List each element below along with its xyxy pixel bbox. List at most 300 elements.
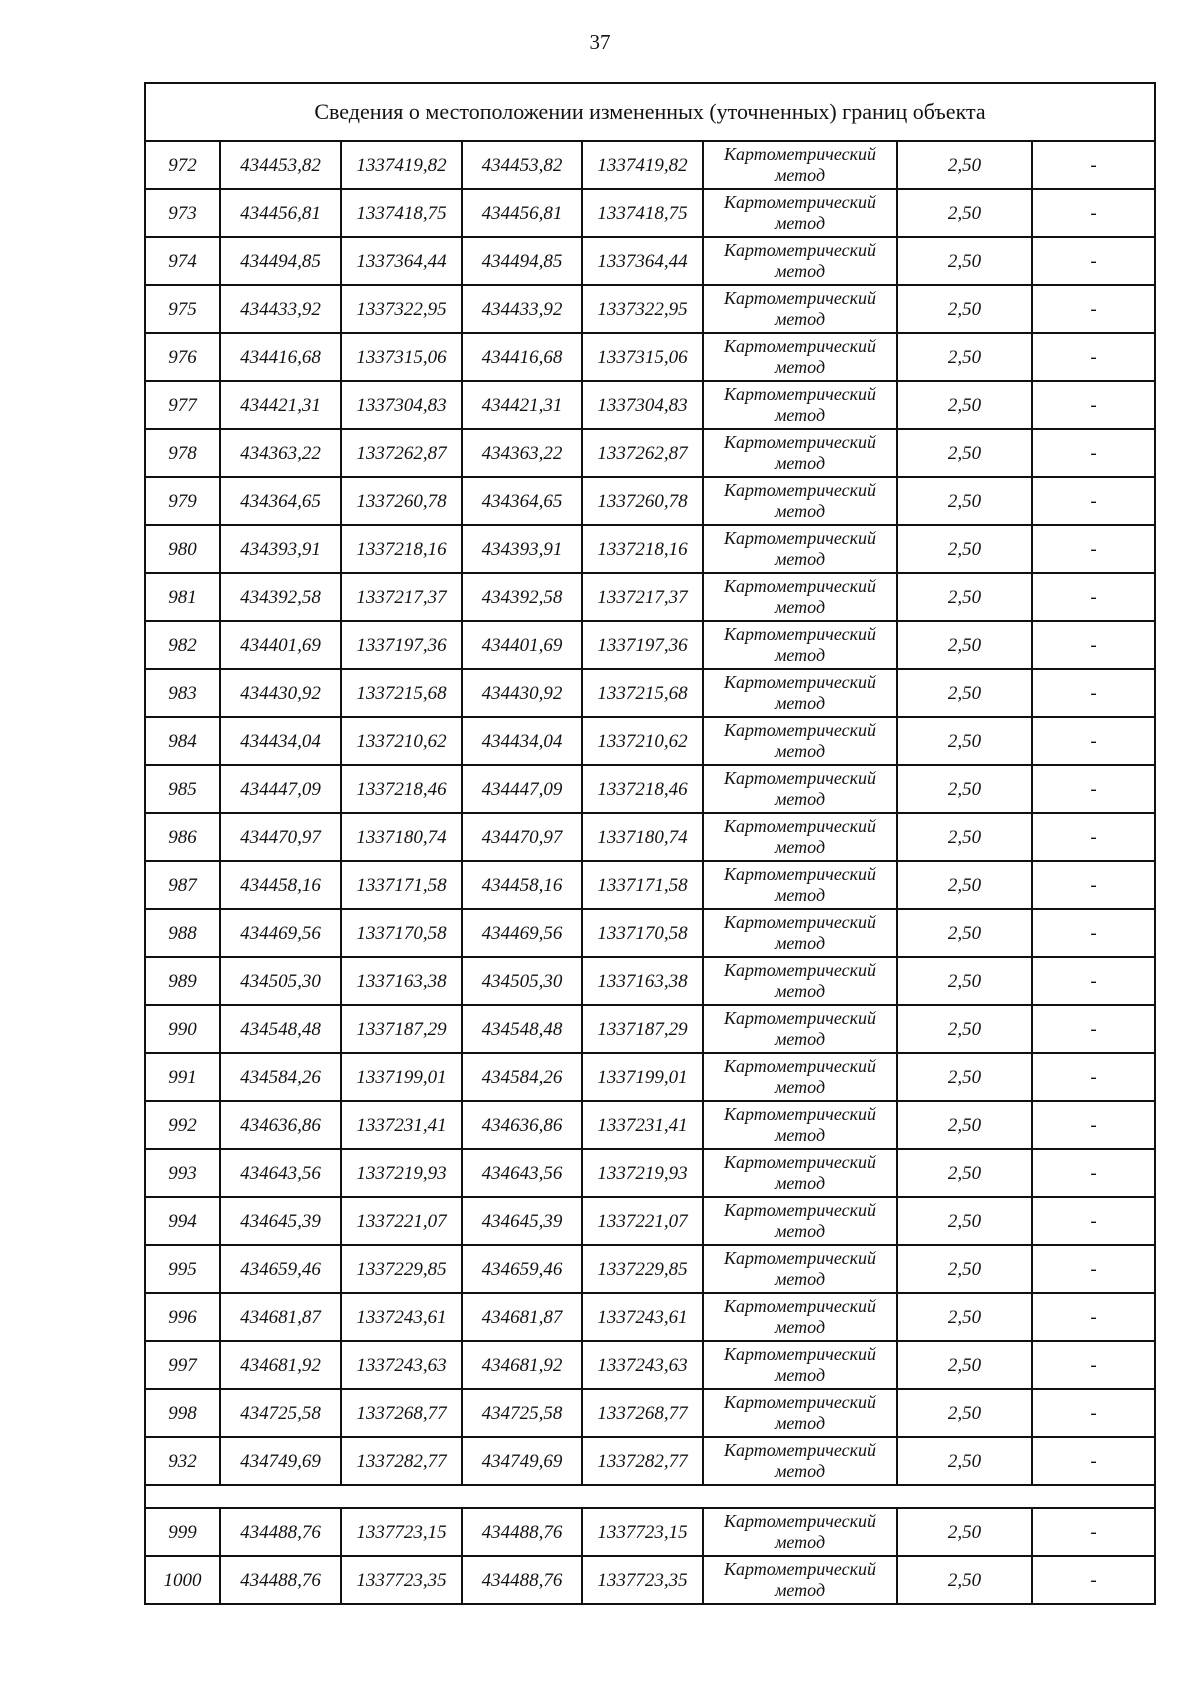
table-row — [145, 1556, 1155, 1604]
y-new-cell: 1337199,01 — [582, 1053, 703, 1101]
method-cell — [703, 861, 897, 909]
y-old-cell: 1337723,35 — [341, 1556, 462, 1604]
point-number-cell: 978 — [145, 429, 220, 477]
point-number-cell: 987 — [145, 861, 220, 909]
y-old-cell: 1337171,58 — [341, 861, 462, 909]
table-row — [145, 813, 1155, 861]
accuracy-cell: 2,50 — [897, 909, 1032, 957]
x-old-cell: 434659,46 — [220, 1245, 341, 1293]
y-new-cell: 1337243,63 — [582, 1341, 703, 1389]
method-line2: метод — [774, 1077, 826, 1097]
x-old-cell: 434430,92 — [220, 669, 341, 717]
method-cell — [703, 1245, 897, 1293]
y-old-cell: 1337221,07 — [341, 1197, 462, 1245]
table-row — [145, 1149, 1155, 1197]
method-cell — [703, 1005, 897, 1053]
point-number-cell: 972 — [145, 141, 220, 189]
method-line1: Картометрический — [723, 336, 876, 356]
y-old-cell: 1337268,77 — [341, 1389, 462, 1437]
y-new-cell: 1337180,74 — [582, 813, 703, 861]
point-number-cell: 992 — [145, 1101, 220, 1149]
method-line1: Картометрический — [723, 1104, 876, 1124]
accuracy-cell: 2,50 — [897, 621, 1032, 669]
x-old-cell: 434505,30 — [220, 957, 341, 1005]
x-old-cell: 434401,69 — [220, 621, 341, 669]
method-cell — [703, 477, 897, 525]
table-row — [145, 141, 1155, 189]
method-line1: Картометрический — [723, 528, 876, 548]
y-old-cell: 1337197,36 — [341, 621, 462, 669]
x-old-cell: 434447,09 — [220, 765, 341, 813]
y-old-cell: 1337199,01 — [341, 1053, 462, 1101]
accuracy-cell: 2,50 — [897, 1437, 1032, 1485]
y-new-cell: 1337219,93 — [582, 1149, 703, 1197]
x-new-cell: 434505,30 — [462, 957, 582, 1005]
x-new-cell: 434584,26 — [462, 1053, 582, 1101]
description-cell: - — [1032, 861, 1155, 909]
x-new-cell: 434416,68 — [462, 333, 582, 381]
x-old-cell: 434421,31 — [220, 381, 341, 429]
description-cell: - — [1032, 621, 1155, 669]
accuracy-cell: 2,50 — [897, 1005, 1032, 1053]
page-number: 37 — [589, 30, 611, 54]
table-row — [145, 909, 1155, 957]
description-cell: - — [1032, 765, 1155, 813]
method-cell — [703, 813, 897, 861]
table-row — [145, 1508, 1155, 1556]
y-new-cell: 1337163,38 — [582, 957, 703, 1005]
method-line1: Картометрический — [723, 288, 876, 308]
method-cell — [703, 1197, 897, 1245]
accuracy-cell: 2,50 — [897, 333, 1032, 381]
y-new-cell: 1337197,36 — [582, 621, 703, 669]
point-number-cell: 979 — [145, 477, 220, 525]
table-row — [145, 1389, 1155, 1437]
description-cell: - — [1032, 237, 1155, 285]
accuracy-cell: 2,50 — [897, 1508, 1032, 1556]
y-new-cell: 1337260,78 — [582, 477, 703, 525]
description-cell: - — [1032, 1149, 1155, 1197]
y-old-cell: 1337218,16 — [341, 525, 462, 573]
y-old-cell: 1337260,78 — [341, 477, 462, 525]
method-line1: Картометрический — [723, 1344, 876, 1364]
method-line2: метод — [774, 1029, 826, 1049]
point-number-cell: 995 — [145, 1245, 220, 1293]
method-cell — [703, 1556, 897, 1604]
table-row — [145, 333, 1155, 381]
x-new-cell: 434456,81 — [462, 189, 582, 237]
table-row — [145, 1341, 1155, 1389]
y-new-cell: 1337221,07 — [582, 1197, 703, 1245]
description-cell: - — [1032, 1508, 1155, 1556]
point-number-cell: 993 — [145, 1149, 220, 1197]
x-new-cell: 434421,31 — [462, 381, 582, 429]
method-line2: метод — [774, 1532, 826, 1552]
method-cell — [703, 765, 897, 813]
y-new-cell: 1337315,06 — [582, 333, 703, 381]
point-number-cell: 991 — [145, 1053, 220, 1101]
accuracy-cell: 2,50 — [897, 1197, 1032, 1245]
method-line2: метод — [774, 741, 826, 761]
accuracy-cell: 2,50 — [897, 1149, 1032, 1197]
description-cell: - — [1032, 477, 1155, 525]
x-new-cell: 434364,65 — [462, 477, 582, 525]
table-row — [145, 957, 1155, 1005]
method-line2: метод — [774, 165, 826, 185]
accuracy-cell: 2,50 — [897, 1101, 1032, 1149]
table-row — [145, 477, 1155, 525]
method-cell — [703, 1437, 897, 1485]
method-line1: Картометрический — [723, 384, 876, 404]
x-new-cell: 434488,76 — [462, 1556, 582, 1604]
method-cell — [703, 237, 897, 285]
method-line2: метод — [774, 789, 826, 809]
table-title-row — [145, 83, 1155, 141]
method-cell — [703, 1053, 897, 1101]
description-cell: - — [1032, 1293, 1155, 1341]
method-line2: метод — [774, 357, 826, 377]
y-new-cell: 1337262,87 — [582, 429, 703, 477]
point-number-cell: 997 — [145, 1341, 220, 1389]
accuracy-cell: 2,50 — [897, 381, 1032, 429]
point-number-cell: 989 — [145, 957, 220, 1005]
method-line1: Картометрический — [723, 576, 876, 596]
method-line2: метод — [774, 1173, 826, 1193]
point-number-cell: 973 — [145, 189, 220, 237]
x-old-cell: 434453,82 — [220, 141, 341, 189]
method-line1: Картометрический — [723, 672, 876, 692]
method-cell — [703, 333, 897, 381]
method-line1: Картометрический — [723, 1392, 876, 1412]
x-new-cell: 434470,97 — [462, 813, 582, 861]
method-line2: метод — [774, 405, 826, 425]
method-line1: Картометрический — [723, 144, 876, 164]
accuracy-cell: 2,50 — [897, 477, 1032, 525]
point-number-cell: 1000 — [145, 1556, 220, 1604]
point-number-cell: 996 — [145, 1293, 220, 1341]
description-cell: - — [1032, 1005, 1155, 1053]
method-line2: метод — [774, 1269, 826, 1289]
table-row — [145, 189, 1155, 237]
x-old-cell: 434364,65 — [220, 477, 341, 525]
table-row — [145, 285, 1155, 333]
method-cell — [703, 957, 897, 1005]
x-new-cell: 434645,39 — [462, 1197, 582, 1245]
x-new-cell: 434659,46 — [462, 1245, 582, 1293]
y-old-cell: 1337231,41 — [341, 1101, 462, 1149]
x-old-cell: 434434,04 — [220, 717, 341, 765]
accuracy-cell: 2,50 — [897, 1556, 1032, 1604]
accuracy-cell: 2,50 — [897, 1389, 1032, 1437]
method-line1: Картометрический — [723, 1152, 876, 1172]
description-cell: - — [1032, 1437, 1155, 1485]
y-old-cell: 1337315,06 — [341, 333, 462, 381]
table-row — [145, 765, 1155, 813]
method-line1: Картометрический — [723, 768, 876, 788]
method-cell — [703, 189, 897, 237]
description-cell: - — [1032, 909, 1155, 957]
y-old-cell: 1337418,75 — [341, 189, 462, 237]
method-line2: метод — [774, 309, 826, 329]
description-cell: - — [1032, 1556, 1155, 1604]
description-cell: - — [1032, 525, 1155, 573]
method-line1: Картометрический — [723, 192, 876, 212]
description-cell: - — [1032, 333, 1155, 381]
accuracy-cell: 2,50 — [897, 189, 1032, 237]
y-old-cell: 1337215,68 — [341, 669, 462, 717]
x-old-cell: 434725,58 — [220, 1389, 341, 1437]
table-row — [145, 621, 1155, 669]
y-old-cell: 1337304,83 — [341, 381, 462, 429]
y-new-cell: 1337282,77 — [582, 1437, 703, 1485]
x-new-cell: 434458,16 — [462, 861, 582, 909]
method-line2: метод — [774, 885, 826, 905]
method-cell — [703, 1149, 897, 1197]
method-line1: Картометрический — [723, 960, 876, 980]
table-body — [145, 83, 1155, 1604]
x-old-cell: 434584,26 — [220, 1053, 341, 1101]
y-old-cell: 1337163,38 — [341, 957, 462, 1005]
x-new-cell: 434488,76 — [462, 1508, 582, 1556]
x-new-cell: 434636,86 — [462, 1101, 582, 1149]
method-cell — [703, 1101, 897, 1149]
accuracy-cell: 2,50 — [897, 765, 1032, 813]
y-new-cell: 1337171,58 — [582, 861, 703, 909]
method-line2: метод — [774, 1317, 826, 1337]
description-cell: - — [1032, 1341, 1155, 1389]
method-line1: Картометрический — [723, 720, 876, 740]
y-new-cell: 1337723,15 — [582, 1508, 703, 1556]
method-cell — [703, 285, 897, 333]
y-new-cell: 1337218,46 — [582, 765, 703, 813]
table-row — [145, 861, 1155, 909]
point-number-cell: 986 — [145, 813, 220, 861]
y-old-cell: 1337219,93 — [341, 1149, 462, 1197]
point-number-cell: 977 — [145, 381, 220, 429]
x-new-cell: 434469,56 — [462, 909, 582, 957]
table-row — [145, 717, 1155, 765]
x-new-cell: 434681,92 — [462, 1341, 582, 1389]
x-old-cell: 434458,16 — [220, 861, 341, 909]
method-line1: Картометрический — [723, 816, 876, 836]
y-new-cell: 1337243,61 — [582, 1293, 703, 1341]
method-line2: метод — [774, 837, 826, 857]
accuracy-cell: 2,50 — [897, 525, 1032, 573]
method-cell — [703, 525, 897, 573]
method-line2: метод — [774, 933, 826, 953]
description-cell: - — [1032, 717, 1155, 765]
method-line2: метод — [774, 501, 826, 521]
y-old-cell: 1337218,46 — [341, 765, 462, 813]
point-number-cell: 974 — [145, 237, 220, 285]
y-new-cell: 1337229,85 — [582, 1245, 703, 1293]
table-row — [145, 1197, 1155, 1245]
y-old-cell: 1337187,29 — [341, 1005, 462, 1053]
accuracy-cell: 2,50 — [897, 237, 1032, 285]
point-number-cell: 984 — [145, 717, 220, 765]
y-new-cell: 1337231,41 — [582, 1101, 703, 1149]
description-cell: - — [1032, 285, 1155, 333]
y-new-cell: 1337170,58 — [582, 909, 703, 957]
point-number-cell: 985 — [145, 765, 220, 813]
x-old-cell: 434494,85 — [220, 237, 341, 285]
method-cell — [703, 1389, 897, 1437]
table-row — [145, 429, 1155, 477]
accuracy-cell: 2,50 — [897, 1293, 1032, 1341]
point-number-cell: 981 — [145, 573, 220, 621]
description-cell: - — [1032, 957, 1155, 1005]
x-new-cell: 434433,92 — [462, 285, 582, 333]
x-old-cell: 434643,56 — [220, 1149, 341, 1197]
method-line1: Картометрический — [723, 1008, 876, 1028]
table-row — [145, 237, 1155, 285]
method-cell — [703, 141, 897, 189]
table-title: Сведения о местоположении измененных (уточненных) границ объекта — [145, 83, 1155, 141]
separator-cell — [145, 1485, 1155, 1508]
method-line2: метод — [774, 261, 826, 281]
method-cell — [703, 621, 897, 669]
point-number-cell: 994 — [145, 1197, 220, 1245]
y-old-cell: 1337243,61 — [341, 1293, 462, 1341]
table-row — [145, 573, 1155, 621]
y-old-cell: 1337170,58 — [341, 909, 462, 957]
method-cell — [703, 717, 897, 765]
method-cell — [703, 429, 897, 477]
y-old-cell: 1337262,87 — [341, 429, 462, 477]
x-new-cell: 434393,91 — [462, 525, 582, 573]
x-new-cell: 434725,58 — [462, 1389, 582, 1437]
y-new-cell: 1337210,62 — [582, 717, 703, 765]
table-row — [145, 1005, 1155, 1053]
x-old-cell: 434681,92 — [220, 1341, 341, 1389]
method-line2: метод — [774, 213, 826, 233]
coordinates-table — [144, 82, 1156, 1605]
method-line1: Картометрический — [723, 864, 876, 884]
y-new-cell: 1337418,75 — [582, 189, 703, 237]
point-number-cell: 983 — [145, 669, 220, 717]
x-new-cell: 434494,85 — [462, 237, 582, 285]
x-old-cell: 434433,92 — [220, 285, 341, 333]
table-row — [145, 1101, 1155, 1149]
method-line1: Картометрический — [723, 624, 876, 644]
description-cell: - — [1032, 1197, 1155, 1245]
y-new-cell: 1337217,37 — [582, 573, 703, 621]
accuracy-cell: 2,50 — [897, 813, 1032, 861]
method-cell — [703, 1508, 897, 1556]
table-row — [145, 1293, 1155, 1341]
x-old-cell: 434392,58 — [220, 573, 341, 621]
x-new-cell: 434548,48 — [462, 1005, 582, 1053]
point-number-cell: 990 — [145, 1005, 220, 1053]
x-new-cell: 434430,92 — [462, 669, 582, 717]
x-old-cell: 434636,86 — [220, 1101, 341, 1149]
method-line1: Картометрический — [723, 1559, 876, 1579]
method-cell — [703, 909, 897, 957]
y-old-cell: 1337229,85 — [341, 1245, 462, 1293]
method-line2: метод — [774, 549, 826, 569]
method-line2: метод — [774, 1413, 826, 1433]
accuracy-cell: 2,50 — [897, 669, 1032, 717]
accuracy-cell: 2,50 — [897, 861, 1032, 909]
separator-row — [145, 1485, 1155, 1508]
accuracy-cell: 2,50 — [897, 285, 1032, 333]
description-cell: - — [1032, 1053, 1155, 1101]
y-old-cell: 1337322,95 — [341, 285, 462, 333]
method-line2: метод — [774, 1365, 826, 1385]
point-number-cell: 980 — [145, 525, 220, 573]
method-line2: метод — [774, 645, 826, 665]
description-cell: - — [1032, 573, 1155, 621]
accuracy-cell: 2,50 — [897, 957, 1032, 1005]
table-row — [145, 1437, 1155, 1485]
y-old-cell: 1337217,37 — [341, 573, 462, 621]
table-row — [145, 1053, 1155, 1101]
table-row — [145, 381, 1155, 429]
method-line1: Картометрический — [723, 912, 876, 932]
method-line2: метод — [774, 1221, 826, 1241]
point-number-cell: 998 — [145, 1389, 220, 1437]
y-new-cell: 1337187,29 — [582, 1005, 703, 1053]
description-cell: - — [1032, 381, 1155, 429]
method-line2: метод — [774, 1461, 826, 1481]
description-cell: - — [1032, 1245, 1155, 1293]
y-new-cell: 1337215,68 — [582, 669, 703, 717]
description-cell: - — [1032, 189, 1155, 237]
method-line2: метод — [774, 453, 826, 473]
accuracy-cell: 2,50 — [897, 1245, 1032, 1293]
description-cell: - — [1032, 669, 1155, 717]
x-old-cell: 434681,87 — [220, 1293, 341, 1341]
method-line1: Картометрический — [723, 432, 876, 452]
method-line1: Картометрический — [723, 1296, 876, 1316]
table-row — [145, 1245, 1155, 1293]
y-old-cell: 1337180,74 — [341, 813, 462, 861]
y-old-cell: 1337723,15 — [341, 1508, 462, 1556]
y-new-cell: 1337218,16 — [582, 525, 703, 573]
method-line2: метод — [774, 693, 826, 713]
method-line2: метод — [774, 981, 826, 1001]
method-cell — [703, 1293, 897, 1341]
x-new-cell: 434434,04 — [462, 717, 582, 765]
y-new-cell: 1337723,35 — [582, 1556, 703, 1604]
method-cell — [703, 381, 897, 429]
method-line1: Картометрический — [723, 1511, 876, 1531]
x-old-cell: 434393,91 — [220, 525, 341, 573]
accuracy-cell: 2,50 — [897, 141, 1032, 189]
method-cell — [703, 669, 897, 717]
method-cell — [703, 573, 897, 621]
method-line1: Картометрический — [723, 1248, 876, 1268]
description-cell: - — [1032, 429, 1155, 477]
x-new-cell: 434749,69 — [462, 1437, 582, 1485]
x-new-cell: 434453,82 — [462, 141, 582, 189]
point-number-cell: 975 — [145, 285, 220, 333]
x-new-cell: 434401,69 — [462, 621, 582, 669]
point-number-cell: 932 — [145, 1437, 220, 1485]
point-number-cell: 982 — [145, 621, 220, 669]
accuracy-cell: 2,50 — [897, 573, 1032, 621]
y-new-cell: 1337364,44 — [582, 237, 703, 285]
point-number-cell: 988 — [145, 909, 220, 957]
x-old-cell: 434470,97 — [220, 813, 341, 861]
x-old-cell: 434469,56 — [220, 909, 341, 957]
point-number-cell: 976 — [145, 333, 220, 381]
y-new-cell: 1337304,83 — [582, 381, 703, 429]
x-old-cell: 434488,76 — [220, 1556, 341, 1604]
method-cell — [703, 1341, 897, 1389]
method-line1: Картометрический — [723, 1440, 876, 1460]
y-old-cell: 1337243,63 — [341, 1341, 462, 1389]
